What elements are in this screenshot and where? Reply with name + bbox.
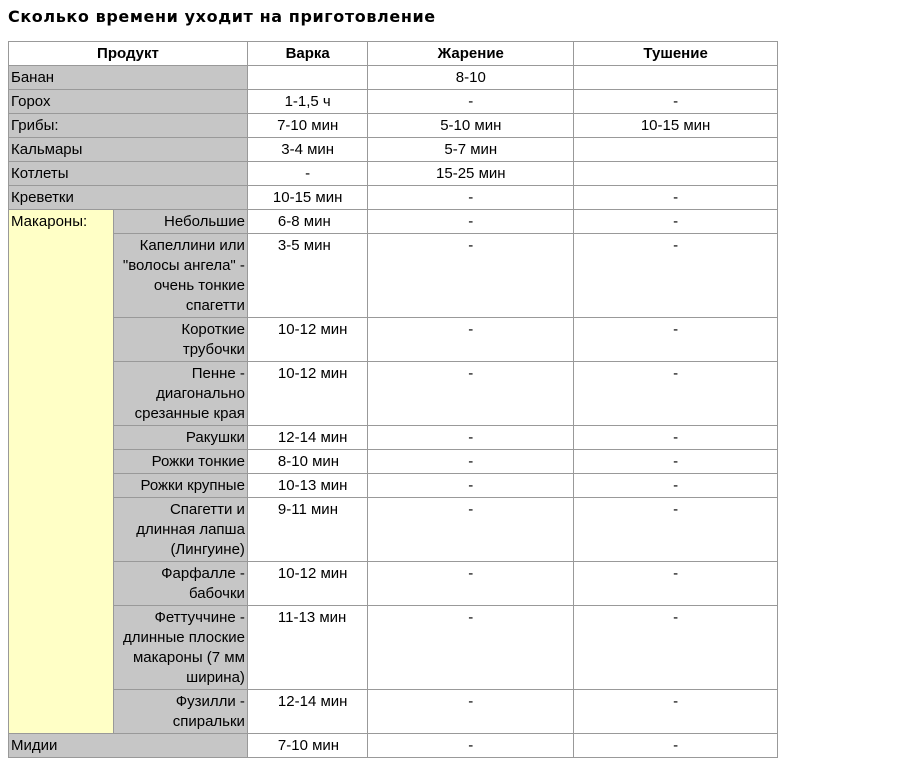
boil-cell: 1-1,5 ч xyxy=(248,90,368,114)
pasta-label: Макароны: xyxy=(11,213,88,230)
stew-cell: - xyxy=(574,450,778,474)
product-cell: Мидии xyxy=(9,734,248,758)
product-cell: Котлеты xyxy=(9,162,248,186)
table-row xyxy=(9,450,778,474)
boil-cell: 3-5 мин xyxy=(248,234,368,318)
product-cell: Банан xyxy=(9,66,248,90)
table-row xyxy=(9,562,778,606)
boil-cell: 7-10 мин xyxy=(248,734,368,758)
header-product: Продукт xyxy=(9,42,248,66)
table-row xyxy=(9,426,778,450)
boil-cell: 6-8 мин xyxy=(248,210,368,234)
stew-cell: - xyxy=(574,318,778,362)
stew-cell: - xyxy=(574,210,778,234)
fry-cell: - xyxy=(368,362,574,426)
boil-cell: 10-13 мин xyxy=(248,474,368,498)
pasta-name-cell: Феттуччине - длинные плоские макароны (7 мм ширина) xyxy=(114,606,248,690)
fry-cell: 8-10 xyxy=(368,66,574,90)
table-row xyxy=(9,606,778,690)
header-boil: Варка xyxy=(248,42,368,66)
table-row xyxy=(9,690,778,734)
pasta-name-cell: Капеллини или "волосы ангела" - очень тонкие спагетти xyxy=(114,234,248,318)
table-row xyxy=(9,66,778,90)
boil-cell: 10-12 мин xyxy=(248,562,368,606)
boil-cell: 10-12 мин xyxy=(248,318,368,362)
boil-cell: - xyxy=(248,162,368,186)
pasta-name-cell: Рожки крупные xyxy=(114,474,248,498)
boil-cell xyxy=(248,66,368,90)
fry-cell: - xyxy=(368,606,574,690)
table-row xyxy=(9,498,778,562)
pasta-name-cell: Короткие трубочки xyxy=(114,318,248,362)
table-row xyxy=(9,138,778,162)
table-row xyxy=(9,318,778,362)
boil-cell: 12-14 мин xyxy=(248,426,368,450)
boil-cell: 11-13 мин xyxy=(248,606,368,690)
boil-cell: 10-15 мин xyxy=(248,186,368,210)
stew-cell: - xyxy=(574,426,778,450)
fry-cell: - xyxy=(368,234,574,318)
boil-cell: 3-4 мин xyxy=(248,138,368,162)
fry-cell: 5-7 мин xyxy=(368,138,574,162)
stew-cell: - xyxy=(574,734,778,758)
product-cell: Кальмары xyxy=(9,138,248,162)
boil-cell: 8-10 мин xyxy=(248,450,368,474)
table-row xyxy=(9,474,778,498)
table-row xyxy=(9,210,778,234)
stew-cell xyxy=(574,66,778,90)
header-stew: Тушение xyxy=(574,42,778,66)
header-fry: Жарение xyxy=(368,42,574,66)
fry-cell: - xyxy=(368,210,574,234)
stew-cell: - xyxy=(574,562,778,606)
stew-cell: - xyxy=(574,362,778,426)
pasta-name-cell: Фузилли - спиральки xyxy=(114,690,248,734)
stew-cell xyxy=(574,162,778,186)
table-row xyxy=(9,114,778,138)
table-row xyxy=(9,90,778,114)
table-row xyxy=(9,162,778,186)
stew-cell: - xyxy=(574,234,778,318)
table-row xyxy=(9,734,778,758)
boil-cell: 12-14 мин xyxy=(248,690,368,734)
product-cell: Грибы: xyxy=(9,114,248,138)
pasta-name-cell: Пенне - диагонально срезанные края xyxy=(114,362,248,426)
boil-cell: 10-12 мин xyxy=(248,362,368,426)
pasta-name-cell: Фарфалле - бабочки xyxy=(114,562,248,606)
table-row xyxy=(9,186,778,210)
stew-cell: 10-15 мин xyxy=(574,114,778,138)
boil-cell: 9-11 мин xyxy=(248,498,368,562)
stew-cell: - xyxy=(574,186,778,210)
fry-cell: 5-10 мин xyxy=(368,114,574,138)
fry-cell: - xyxy=(368,474,574,498)
fry-cell: - xyxy=(368,690,574,734)
pasta-name-cell: Небольшие xyxy=(114,210,248,234)
product-cell: Горох xyxy=(9,90,248,114)
fry-cell: - xyxy=(368,562,574,606)
fry-cell: 15-25 мин xyxy=(368,162,574,186)
page-title: Сколько времени уходит на приготовление xyxy=(8,7,436,26)
fry-cell: - xyxy=(368,450,574,474)
fry-cell: - xyxy=(368,734,574,758)
fry-cell: - xyxy=(368,186,574,210)
stew-cell: - xyxy=(574,606,778,690)
fry-cell: - xyxy=(368,90,574,114)
stew-cell: - xyxy=(574,474,778,498)
table-row xyxy=(9,362,778,426)
pasta-name-cell: Рожки тонкие xyxy=(114,450,248,474)
boil-cell: 7-10 мин xyxy=(248,114,368,138)
pasta-label-cell xyxy=(9,210,114,734)
fry-cell: - xyxy=(368,318,574,362)
cooking-time-table xyxy=(8,41,778,758)
pasta-name-cell: Ракушки xyxy=(114,426,248,450)
fry-cell: - xyxy=(368,426,574,450)
header-row xyxy=(9,42,778,66)
table-row xyxy=(9,234,778,318)
fry-cell: - xyxy=(368,498,574,562)
stew-cell: - xyxy=(574,90,778,114)
stew-cell: - xyxy=(574,498,778,562)
product-cell: Креветки xyxy=(9,186,248,210)
stew-cell xyxy=(574,138,778,162)
stew-cell: - xyxy=(574,690,778,734)
pasta-name-cell: Спагетти и длинная лапша (Лингуине) xyxy=(114,498,248,562)
